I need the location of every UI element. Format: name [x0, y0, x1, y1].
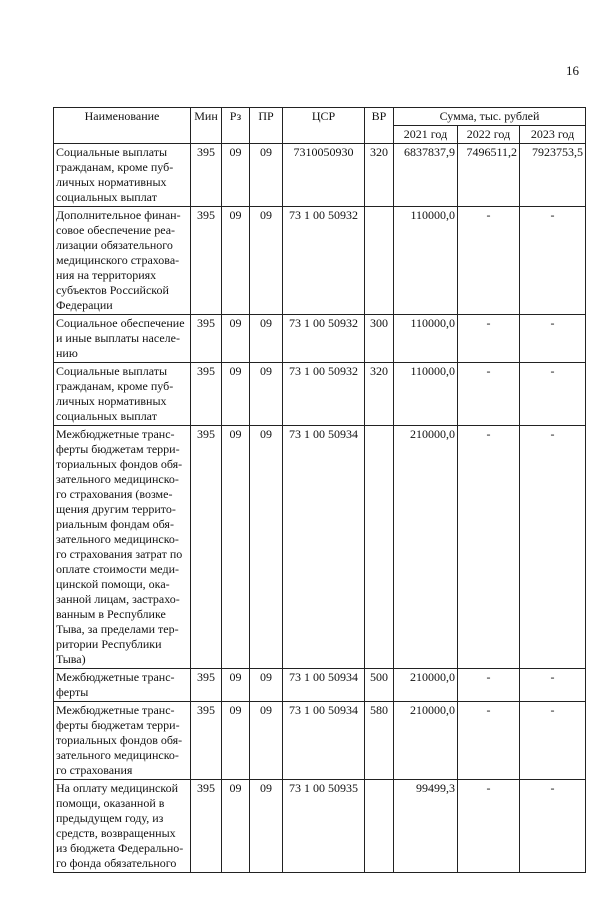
cell-min: 395 — [191, 702, 222, 780]
table-row — [54, 315, 586, 363]
table-row — [54, 702, 586, 780]
cell-2021: 99499,3 — [394, 780, 458, 873]
cell-min: 395 — [191, 780, 222, 873]
cell-csr: 73 1 00 50932 — [283, 315, 365, 363]
header-2022: 2022 год — [458, 126, 520, 144]
header-vr: ВР — [365, 108, 394, 144]
cell-2023: - — [520, 207, 586, 315]
cell-vr: 500 — [365, 669, 394, 702]
cell-2023: 7923753,5 — [520, 144, 586, 207]
header-pr: ПР — [250, 108, 283, 144]
cell-min: 395 — [191, 363, 222, 426]
cell-2022: - — [458, 702, 520, 780]
cell-pr: 09 — [250, 780, 283, 873]
cell-2021: 6837837,9 — [394, 144, 458, 207]
cell-csr: 73 1 00 50934 — [283, 426, 365, 669]
cell-vr: 320 — [365, 363, 394, 426]
header-csr: ЦСР — [283, 108, 365, 144]
cell-pr: 09 — [250, 207, 283, 315]
cell-vr — [365, 207, 394, 315]
cell-min: 395 — [191, 144, 222, 207]
cell-rz: 09 — [222, 207, 250, 315]
cell-name: Социальные выплаты гражданам, кроме пуб-личных нормативных социальных выплат — [54, 144, 191, 207]
cell-rz: 09 — [222, 144, 250, 207]
cell-2021: 110000,0 — [394, 363, 458, 426]
cell-2022: - — [458, 780, 520, 873]
table-row — [54, 669, 586, 702]
cell-pr: 09 — [250, 144, 283, 207]
cell-name: Социальное обеспечение и иные выплаты населе-нию — [54, 315, 191, 363]
cell-pr: 09 — [250, 426, 283, 669]
cell-2021: 110000,0 — [394, 315, 458, 363]
cell-name: Социальные выплаты гражданам, кроме пуб-личных нормативных социальных выплат — [54, 363, 191, 426]
cell-vr: 580 — [365, 702, 394, 780]
cell-rz: 09 — [222, 426, 250, 669]
cell-name: Межбюджетные транс-ферты бюджетам терри-ториальных фондов обя-зательного медицинско-го страхования — [54, 702, 191, 780]
budget-table — [53, 107, 586, 873]
cell-csr: 73 1 00 50934 — [283, 669, 365, 702]
cell-rz: 09 — [222, 669, 250, 702]
cell-name: Межбюджетные транс-ферты — [54, 669, 191, 702]
cell-pr: 09 — [250, 315, 283, 363]
cell-2023: - — [520, 363, 586, 426]
cell-csr: 73 1 00 50932 — [283, 363, 365, 426]
cell-2023: - — [520, 426, 586, 669]
cell-csr: 73 1 00 50934 — [283, 702, 365, 780]
cell-2022: - — [458, 363, 520, 426]
cell-name: На оплату медицинской помощи, оказанной в предыдущем году, из средств, возвращенных из бюджета Федерально-го фонда обязательного — [54, 780, 191, 873]
cell-pr: 09 — [250, 702, 283, 780]
cell-min: 395 — [191, 315, 222, 363]
cell-vr — [365, 426, 394, 669]
header-2021: 2021 год — [394, 126, 458, 144]
cell-rz: 09 — [222, 702, 250, 780]
cell-2023: - — [520, 702, 586, 780]
cell-rz: 09 — [222, 315, 250, 363]
header-name: Наименование — [54, 108, 191, 144]
cell-2021: 210000,0 — [394, 669, 458, 702]
table-row — [54, 207, 586, 315]
cell-2022: - — [458, 426, 520, 669]
header-sum: Сумма, тыс. рублей — [394, 108, 586, 126]
cell-name: Межбюджетные транс-ферты бюджетам терри-ториальных фондов обя-зательного медицинско-го страхования (возме-щения другим террито-риальным фондам обя-зательного медицинско-го страхования затрат по оплате стоимости меди-цинской помощи, ока-занной лицам, застрахо-ванным в Республике Тыва, за пределами тер-ритории Республики Тыва) — [54, 426, 191, 669]
cell-vr — [365, 780, 394, 873]
cell-min: 395 — [191, 669, 222, 702]
header-rz: Рз — [222, 108, 250, 144]
table-row — [54, 426, 586, 669]
cell-pr: 09 — [250, 363, 283, 426]
cell-rz: 09 — [222, 780, 250, 873]
cell-pr: 09 — [250, 669, 283, 702]
cell-2021: 110000,0 — [394, 207, 458, 315]
cell-name: Дополнительное финан-совое обеспечение реа-лизации обязательного медицинского страхова-ния на территориях субъектов Российской Федерации — [54, 207, 191, 315]
cell-2022: - — [458, 669, 520, 702]
table-row — [54, 144, 586, 207]
cell-csr: 73 1 00 50935 — [283, 780, 365, 873]
cell-rz: 09 — [222, 363, 250, 426]
cell-2021: 210000,0 — [394, 702, 458, 780]
header-2023: 2023 год — [520, 126, 586, 144]
cell-vr: 320 — [365, 144, 394, 207]
cell-csr: 7310050930 — [283, 144, 365, 207]
header-min: Мин — [191, 108, 222, 144]
table-row — [54, 363, 586, 426]
cell-2022: - — [458, 207, 520, 315]
cell-2023: - — [520, 669, 586, 702]
cell-csr: 73 1 00 50932 — [283, 207, 365, 315]
cell-2023: - — [520, 315, 586, 363]
cell-2023: - — [520, 780, 586, 873]
page-number: 16 — [566, 63, 579, 78]
cell-2022: 7496511,2 — [458, 144, 520, 207]
cell-2021: 210000,0 — [394, 426, 458, 669]
cell-vr: 300 — [365, 315, 394, 363]
cell-min: 395 — [191, 426, 222, 669]
cell-2022: - — [458, 315, 520, 363]
cell-min: 395 — [191, 207, 222, 315]
table-row — [54, 780, 586, 873]
